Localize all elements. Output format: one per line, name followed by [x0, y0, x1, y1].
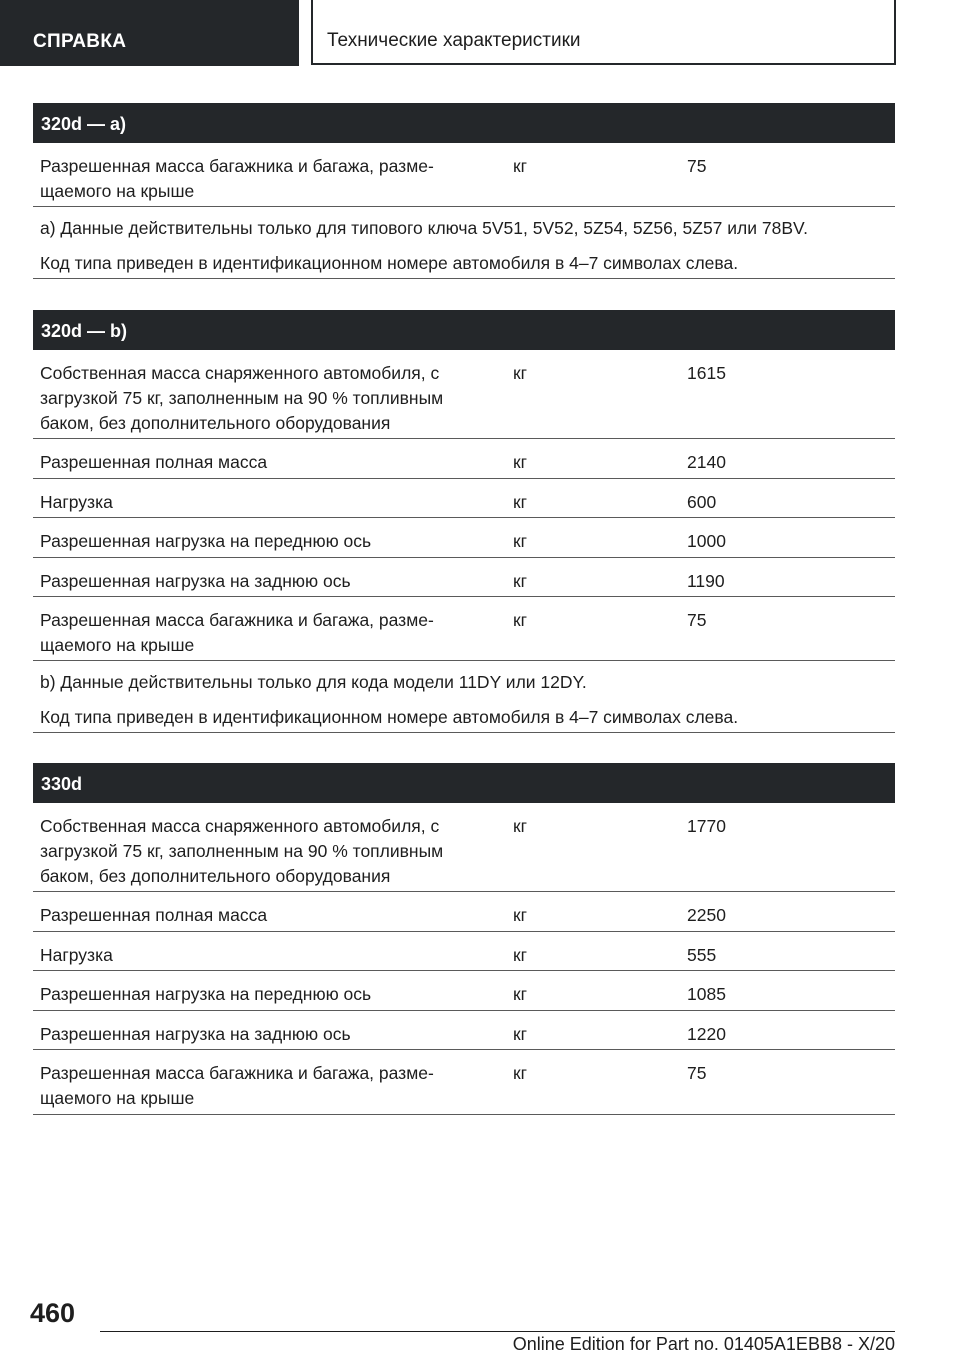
row-value: 75: [687, 156, 707, 176]
row-unit: кг: [513, 571, 528, 591]
header-chapter-label: Технические характеристики: [327, 30, 581, 51]
table-row: [33, 892, 895, 932]
row-value: 75: [687, 1063, 707, 1083]
spec-table-330d: [33, 763, 895, 1115]
row-value: 1615: [687, 363, 726, 383]
table-row: [33, 1050, 895, 1115]
row-label: Разрешенная масса багажника и багажа, разме- щаемого на крыше: [40, 610, 434, 655]
row-unit: кг: [513, 531, 528, 551]
row-label: Разрешенная нагрузка на переднюю ось: [40, 984, 372, 1004]
row-label: Собственная масса снаряженного автомобиля, с загрузкой 75 кг, заполненным на 90 % топливным баком, без дополнительного оборудования: [40, 363, 444, 433]
row-label: Собственная масса снаряженного автомобиля, с загрузкой 75 кг, заполненным на 90 % топливным баком, без дополнительного оборудования: [40, 816, 444, 886]
row-label: Нагрузка: [40, 492, 113, 512]
row-label: Разрешенная полная масса: [40, 452, 268, 472]
table-row: [33, 1011, 895, 1050]
table-row: [33, 932, 895, 971]
table-row: [33, 597, 895, 661]
row-unit: кг: [513, 816, 528, 836]
row-value: 555: [687, 945, 717, 965]
row-label: Разрешенная нагрузка на заднюю ось: [40, 571, 351, 591]
table-row: [33, 971, 895, 1011]
footnote-line: a) Данные действительны только для типового ключа 5V51, 5V52, 5Z54, 5Z56, 5Z57 или 78BV.: [40, 218, 808, 238]
row-value: 75: [687, 610, 707, 630]
page-number: 460: [30, 1298, 76, 1328]
row-unit: кг: [513, 905, 528, 925]
row-unit: кг: [513, 1063, 528, 1083]
row-unit: кг: [513, 984, 528, 1004]
row-value: 1220: [687, 1024, 726, 1044]
row-label: Нагрузка: [40, 945, 113, 965]
spec-table-320d-b: [33, 310, 895, 733]
row-value: 1000: [687, 531, 726, 551]
table-row: [33, 803, 895, 892]
row-unit: кг: [513, 452, 528, 472]
header-section-label: СПРАВКА: [33, 31, 127, 52]
row-value: 2140: [687, 452, 726, 472]
row-value: 1085: [687, 984, 726, 1004]
row-value: 1190: [687, 571, 725, 591]
footnote-line: b) Данные действительны только для кода модели 11DY или 12DY.: [40, 672, 587, 692]
table-row: [33, 518, 895, 558]
table-row: [33, 558, 895, 597]
header-section-tab: [0, 0, 299, 66]
table-row: [33, 143, 895, 207]
header-chapter-tab: [311, 0, 896, 65]
section-title: 320d — b): [33, 310, 895, 350]
footnote: [33, 661, 895, 733]
row-label: Разрешенная масса багажника и багажа, разме- щаемого на крыше: [40, 1063, 434, 1108]
footnote: [33, 207, 895, 279]
section-title: 320d — a): [33, 103, 895, 143]
row-value: 1770: [687, 816, 726, 836]
table-row: [33, 350, 895, 439]
row-unit: кг: [513, 945, 528, 965]
row-value: 2250: [687, 905, 726, 925]
row-unit: кг: [513, 363, 528, 383]
spec-table-320d-a: [33, 103, 895, 279]
footnote-line: Код типа приведен в идентификационном номере автомобиля в 4–7 символах слева.: [40, 707, 739, 727]
row-unit: кг: [513, 1024, 528, 1044]
footer-edition-text: Online Edition for Part no. 01405A1EBB8 - X/20: [512, 1334, 895, 1354]
row-unit: кг: [513, 156, 528, 176]
row-label: Разрешенная нагрузка на переднюю ось: [40, 531, 372, 551]
row-unit: кг: [513, 492, 528, 512]
row-unit: кг: [513, 610, 528, 630]
row-value: 600: [687, 492, 717, 512]
table-row: [33, 479, 895, 518]
footnote-line: Код типа приведен в идентификационном номере автомобиля в 4–7 символах слева.: [40, 253, 739, 273]
section-title: 330d: [33, 763, 895, 803]
footer-divider: [100, 1331, 895, 1332]
row-label: Разрешенная масса багажника и багажа, разме- щаемого на крыше: [40, 156, 434, 201]
table-row: [33, 439, 895, 479]
row-label: Разрешенная нагрузка на заднюю ось: [40, 1024, 351, 1044]
row-label: Разрешенная полная масса: [40, 905, 268, 925]
